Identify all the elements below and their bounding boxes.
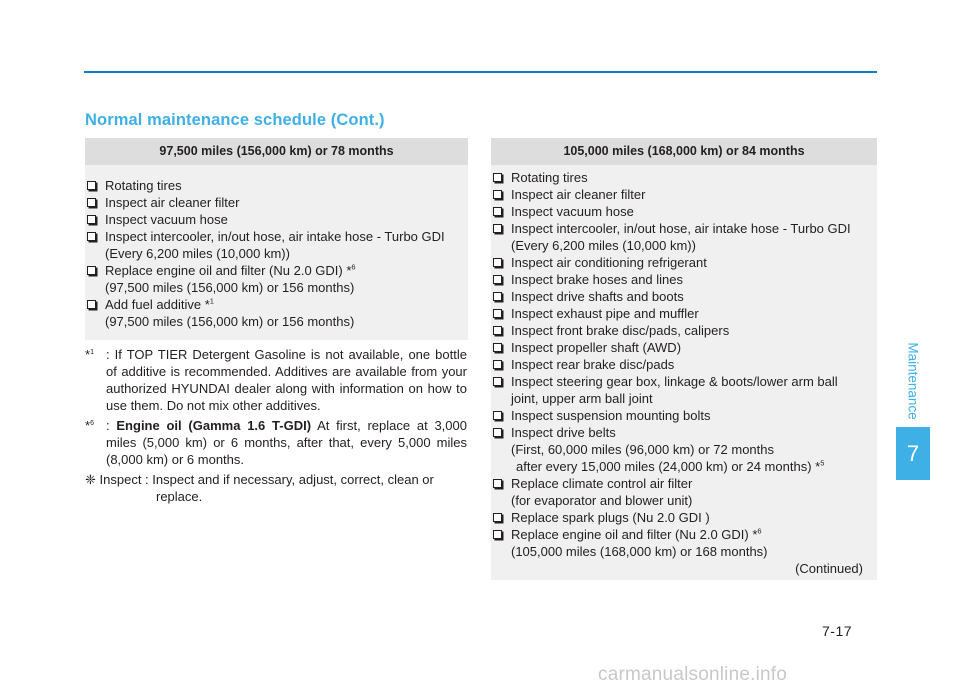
list-item: Replace spark plugs (Nu 2.0 GDI ) bbox=[493, 509, 875, 526]
list-item: Inspect air cleaner filter bbox=[493, 186, 875, 203]
checkbox-icon bbox=[493, 309, 502, 318]
list-item: Inspect exhaust pipe and muffler bbox=[493, 305, 875, 322]
list-item: Rotating tires bbox=[493, 169, 875, 186]
continued-label: (Continued) bbox=[795, 561, 863, 576]
checkbox-icon bbox=[493, 258, 502, 267]
checkbox-icon bbox=[493, 275, 502, 284]
list-item: Inspect rear brake disc/pads bbox=[493, 356, 875, 373]
chapter-side-label: Maintenance bbox=[905, 342, 921, 420]
page-number: 7-17 bbox=[822, 623, 853, 639]
left-box-header: 97,500 miles (156,000 km) or 78 months bbox=[85, 138, 468, 165]
checkbox-icon bbox=[493, 207, 502, 216]
right-box-body bbox=[491, 165, 877, 580]
checkbox-icon bbox=[493, 377, 502, 386]
checkbox-icon bbox=[493, 190, 502, 199]
list-item: Inspect air conditioning refrigerant bbox=[493, 254, 875, 271]
list-item: Inspect propeller shaft (AWD) bbox=[493, 339, 875, 356]
left-box-body bbox=[85, 165, 468, 340]
checkbox-icon bbox=[493, 343, 502, 352]
top-rule bbox=[84, 71, 877, 73]
list-item: Inspect intercooler, in/out hose, air intake hose - Turbo GDI (Every 6,200 miles (10,000 km)) bbox=[493, 220, 875, 254]
checkbox-icon bbox=[87, 232, 96, 241]
checkbox-icon bbox=[493, 479, 502, 488]
list-item: Inspect drive belts (First, 60,000 miles (96,000 km) or 72 months after every 15,000 miles (24,000 km) or 24 months) *$^5$ bbox=[493, 424, 875, 475]
checkbox-icon bbox=[493, 173, 502, 182]
list-item: Add fuel additive *$^1$ (97,500 miles (156,000 km) or 156 months) bbox=[87, 296, 465, 330]
list-item: Replace engine oil and filter (Nu 2.0 GDI) *$^6$ (105,000 miles (168,000 km) or 168 months) bbox=[493, 526, 875, 560]
list-item: Inspect front brake disc/pads, calipers bbox=[493, 322, 875, 339]
footnote-1: *$^1$ : If TOP TIER Detergent Gasoline is not available, one bottle of additive is recommended. Additives are available from your authorized HYUNDAI dealer along with information on how to use them. Do not mix other additives. bbox=[85, 347, 467, 413]
list-item: Replace climate control air filter (for evaporator and blower unit) bbox=[493, 475, 875, 509]
list-item: Replace engine oil and filter (Nu 2.0 GDI) *$^6$ (97,500 miles (156,000 km) or 156 months) bbox=[87, 262, 465, 296]
watermark: carmanualsonline.info bbox=[598, 664, 788, 685]
checkbox-icon bbox=[493, 530, 502, 539]
list-item: Inspect air cleaner filter bbox=[87, 194, 465, 211]
list-item: Inspect vacuum hose bbox=[493, 203, 875, 220]
checkbox-icon bbox=[493, 224, 502, 233]
list-item: Rotating tires bbox=[87, 177, 465, 194]
checkbox-icon bbox=[493, 428, 502, 437]
checkbox-icon bbox=[493, 513, 502, 522]
checkbox-icon bbox=[493, 411, 502, 420]
list-item: Inspect drive shafts and boots bbox=[493, 288, 875, 305]
checkbox-icon bbox=[493, 360, 502, 369]
chapter-number-tab: 7 bbox=[896, 427, 930, 480]
checkbox-icon bbox=[87, 198, 96, 207]
list-item: Inspect vacuum hose bbox=[87, 211, 465, 228]
checkbox-icon bbox=[493, 326, 502, 335]
checkbox-icon bbox=[493, 292, 502, 301]
list-item: Inspect steering gear box, linkage & boots/lower arm ball joint, upper arm ball joint bbox=[493, 373, 875, 407]
list-item: Inspect brake hoses and lines bbox=[493, 271, 875, 288]
section-title: Normal maintenance schedule (Cont.) bbox=[85, 111, 385, 129]
checkbox-icon bbox=[87, 181, 96, 190]
checkbox-icon bbox=[87, 215, 96, 224]
right-box-header: 105,000 miles (168,000 km) or 84 months bbox=[491, 138, 877, 165]
footnotes bbox=[85, 346, 467, 508]
checkbox-icon bbox=[87, 266, 96, 275]
inspect-note: ❈ Inspect : Inspect and if necessary, adjust, correct, clean or replace. bbox=[85, 472, 434, 504]
list-item: Inspect suspension mounting bolts bbox=[493, 407, 875, 424]
list-item: Inspect intercooler, in/out hose, air intake hose - Turbo GDI (Every 6,200 miles (10,000 km)) bbox=[87, 228, 465, 262]
footnote-6: *$^6$ : Engine oil (Gamma 1.6 T-GDI) At first, replace at 3,000 miles (5,000 km) or 6 months, after that, every 5,000 miles (8,000 km) or 6 months. bbox=[85, 418, 467, 467]
checkbox-icon bbox=[87, 300, 96, 309]
